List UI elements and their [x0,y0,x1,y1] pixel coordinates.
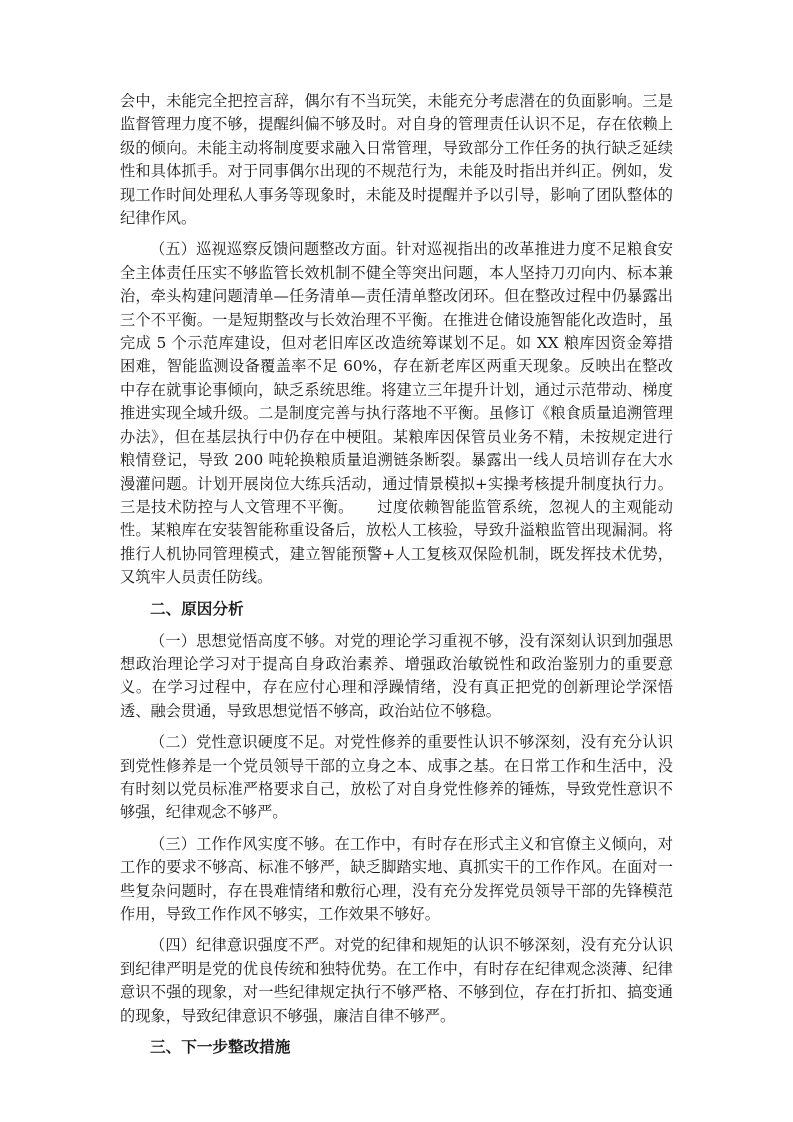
paragraph-party-spirit: （二）党性意识硬度不足。对党性修养的重要性认识不够深刻，没有充分认识到党性修养是一个党员领导干部的立身之本、成事之基。在日常工作和生活中，没有时刻以党员标准严格要求自己，放松了对自身党性修养的锤炼，导致党性意识不够强，纪律观念不够严。 [120,733,673,822]
paragraph-discipline-continuation: 会中，未能完全把控言辞，偶尔有不当玩笑，未能充分考虑潜在的负面影响。三是监督管理力度不够，提醒纠偏不够及时。对自身的管理责任认识不足，存在依赖上级的倾向。未能主动将制度要求融入日常管理，导致部分工作任务的执行缺乏延续性和具体抓手。对于同事偶尔出现的不规范行为，未能及时指出并纠正。例如，发现工作时间处理私人事务等现象时，未能及时提醒并予以引导，影响了团队整体的纪律作风。 [120,92,673,228]
paragraph-discipline-awareness: （四）纪律意识强度不严。对党的纪律和规矩的认识不够深刻，没有充分认识到纪律严明是党的优良传统和独特优势。在工作中，有时存在纪律观念淡薄、纪律意识不强的现象，对一些纪律规定执行不够严格、不够到位，存在打折扣、搞变通的现象，导致纪律意识不够强，廉洁自律不够严。 [120,936,673,1025]
paragraph-inspection-rectification: （五）巡视巡察反馈问题整改方面。针对巡视指出的改革推进力度不足粮食安全主体责任压实不够监管长效机制不健全等突出问题，本人坚持刀刃向内、标本兼治，牵头构建问题清单—任务清单—责任清单整改闭环。但在整改过程中仍暴露出三个不平衡。一是短期整改与长效治理不平衡。在推进仓储设施智能化改造时，虽完成 5 个示范库建设，但对老旧库区改造统筹谋划不足。如 XX 粮库因资金筹措困难，智能监测设备覆盖率不足 60%，存在新老库区两重天现象。反映出在整改中存在就事论事倾向，缺乏系统思维。将建立三年提升计划，通过示范带动、梯度推进实现全域升级。二是制度完善与执行落地不平衡。虽修订《粮食质量追溯管理办法》，但在基层执行中仍存在中梗阻。某粮库因保管员业务不精，未按规定进行粮情登记，导致 200 吨轮换粮质量追溯链条断裂。暴露出一线人员培训存在大水漫灌问题。计划开展岗位大练兵活动，通过情景模拟+实操考核提升制度执行力。三是技术防控与人文管理不平衡。 过度依赖智能监管系统，忽视人的主观能动性。某粮库在安装智能称重设备后，放松人工核验，导致升溢粮监管出现漏洞。将推行人机协同管理模式，建立智能预警+人工复核双保险机制，既发挥技术优势，又筑牢人员责任防线。 [120,240,673,587]
paragraph-ideological-awareness: （一）思想觉悟高度不够。对党的理论学习重视不够，没有深刻认识到加强思想政治理论学习对于提高自身政治素养、增强政治敏锐性和政治鉴别力的重要意义。在学习过程中，存在应付心理和浮躁情绪，没有真正把党的创新理论学深悟透、融会贯通，导致思想觉悟不够高，政治站位不够稳。 [120,631,673,720]
section-heading-cause-analysis: 二、原因分析 [150,599,244,618]
paragraph-work-style: （三）工作作风实度不够。在工作中，有时存在形式主义和官僚主义倾向，对工作的要求不够高、标准不够严，缺乏脚踏实地、真抓实干的工作作风。在面对一些复杂问题时，存在畏难情绪和敷衍心理，没有充分发挥党员领导干部的先锋模范作用，导致工作作风不够实，工作效果不够好。 [120,834,673,923]
document-page [120,90,673,1068]
section-heading-next-steps: 三、下一步整改措施 [150,1038,291,1057]
